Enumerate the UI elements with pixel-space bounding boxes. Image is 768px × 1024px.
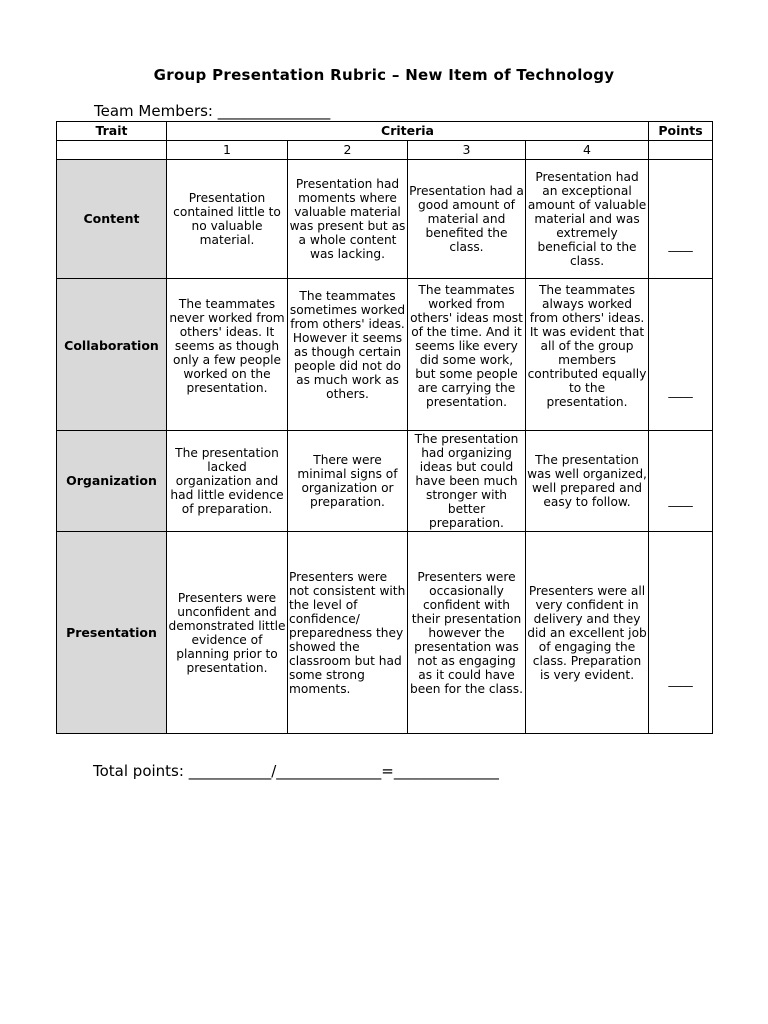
rubric-table bbox=[56, 121, 713, 734]
level-2: 2 bbox=[288, 141, 408, 160]
organization-level-1: The presentation lacked organization and had little evidence of preparation. bbox=[167, 431, 288, 532]
criteria-header: Criteria bbox=[167, 122, 649, 141]
collaboration-points[interactable] bbox=[649, 279, 713, 431]
trait-presentation: Presentation bbox=[57, 532, 167, 734]
content-level-2: Presentation had moments where valuable material was present but as a whole content was lacking. bbox=[288, 160, 408, 279]
organization-level-3: The presentation had organizing ideas but could have been much stronger with better preparation. bbox=[408, 431, 526, 532]
total-points-line: Total points: ___________/______________=______________ bbox=[93, 762, 499, 780]
organization-level-2: There were minimal signs of organization or preparation. bbox=[288, 431, 408, 532]
trait-collaboration: Collaboration bbox=[57, 279, 167, 431]
level-empty-cell bbox=[57, 141, 167, 160]
document-title: Group Presentation Rubric – New Item of Technology bbox=[153, 66, 615, 84]
level-row bbox=[57, 141, 713, 160]
level-3: 3 bbox=[408, 141, 526, 160]
collaboration-level-4: The teammates always worked from others' ideas. It was evident that all of the group members contributed equally to the presentation. bbox=[526, 279, 649, 431]
rubric-row-collaboration bbox=[57, 279, 713, 431]
header-row bbox=[57, 122, 713, 141]
rubric-row-content bbox=[57, 160, 713, 279]
content-level-1: Presentation contained little to no valuable material. bbox=[167, 160, 288, 279]
organization-level-4: The presentation was well organized, well prepared and easy to follow. bbox=[526, 431, 649, 532]
organization-points[interactable] bbox=[649, 431, 713, 532]
points-blank: ____ bbox=[668, 238, 693, 252]
rubric-row-organization bbox=[57, 431, 713, 532]
team-members-line: Team Members: _______________ bbox=[94, 102, 331, 120]
content-level-4: Presentation had an exceptional amount of valuable material and was extremely beneficial to the class. bbox=[526, 160, 649, 279]
trait-organization: Organization bbox=[57, 431, 167, 532]
content-level-3: Presentation had a good amount of material and benefited the class. bbox=[408, 160, 526, 279]
trait-content: Content bbox=[57, 160, 167, 279]
collaboration-level-1: The teammates never worked from others' ideas. It seems as though only a few people worked on the presentation. bbox=[167, 279, 288, 431]
level-4: 4 bbox=[526, 141, 649, 160]
points-blank: ____ bbox=[668, 384, 693, 398]
level-points-empty-cell bbox=[649, 141, 713, 160]
points-blank: ____ bbox=[668, 493, 693, 507]
rubric-row-presentation bbox=[57, 532, 713, 734]
presentation-level-2: Presenters were not consistent with the level of confidence/ preparedness they showed the classroom but had some strong moments. bbox=[288, 532, 408, 734]
trait-header: Trait bbox=[57, 122, 167, 141]
presentation-points[interactable] bbox=[649, 532, 713, 734]
collaboration-level-3: The teammates worked from others' ideas most of the time. And it seems like every did some work, but some people are carrying the presentation. bbox=[408, 279, 526, 431]
collaboration-level-2: The teammates sometimes worked from others' ideas. However it seems as though certain people did not do as much work as others. bbox=[288, 279, 408, 431]
content-points[interactable] bbox=[649, 160, 713, 279]
presentation-level-4: Presenters were all very confident in delivery and they did an excellent job of engaging the class. Preparation is very evident. bbox=[526, 532, 649, 734]
presentation-level-1: Presenters were unconfident and demonstrated little evidence of planning prior to presentation. bbox=[167, 532, 288, 734]
presentation-level-3: Presenters were occasionally confident with their presentation however the presentation was not as engaging as it could have been for the class. bbox=[408, 532, 526, 734]
level-1: 1 bbox=[167, 141, 288, 160]
points-blank: ____ bbox=[668, 673, 693, 687]
points-header: Points bbox=[649, 122, 713, 141]
